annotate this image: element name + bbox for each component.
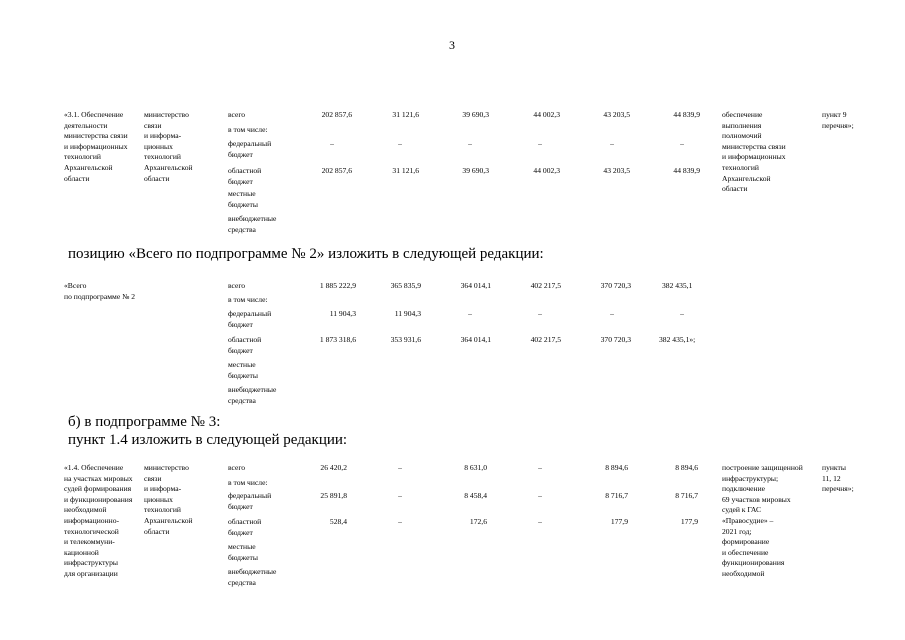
value-cell: 8 716,7: [675, 491, 698, 500]
value-cell: –: [330, 139, 334, 148]
source-label: внебюджетные средства: [228, 214, 277, 234]
value-cell: –: [538, 309, 542, 318]
value-cell: 39 690,3: [462, 110, 489, 119]
value-cell: 8 894,6: [605, 463, 628, 472]
value-cell: –: [610, 139, 614, 148]
instruction-heading: пункт 1.4 изложить в следующей редакции:: [68, 432, 348, 448]
value-cell: 528,4: [329, 517, 347, 526]
value-cell: 202 857,6: [321, 110, 352, 119]
source-label: в том числе:: [228, 478, 268, 487]
value-cell: –: [538, 463, 542, 472]
value-cell: 11 904,3: [329, 309, 356, 318]
value-cell: 1 885 222,9: [319, 281, 356, 290]
source-label: местные бюджеты: [228, 189, 258, 209]
reference-cell: пункт 9 перечня»;: [822, 110, 854, 130]
source-label: внебюджетные средства: [228, 567, 277, 587]
value-cell: 202 857,6: [321, 166, 352, 175]
value-cell: 370 720,3: [600, 335, 631, 344]
page-number: 3: [449, 38, 455, 52]
item-name-cell: «3.1. Обеспечение деятельности министерства связи и информационных технологий Архангельской области: [64, 110, 128, 183]
value-cell: 44 839,9: [673, 110, 700, 119]
source-label: местные бюджеты: [228, 360, 258, 380]
value-cell: 8 716,7: [605, 491, 628, 500]
value-cell: 353 931,6: [390, 335, 421, 344]
value-cell: 26 420,2: [320, 463, 347, 472]
result-cell: построение защищенной инфраструктуры; подключение 69 участков мировых судей к ГАС «Правосудие» – 2021 год; формирование и обеспечение функционирования необходимой: [722, 463, 803, 578]
result-cell: обеспечение выполнения полномочий министерства связи и информационных технологий Архангельской области: [722, 110, 786, 194]
value-cell: –: [538, 491, 542, 500]
value-cell: –: [398, 517, 402, 526]
value-cell: 402 217,5: [530, 281, 561, 290]
source-label: областной бюджет: [228, 166, 262, 186]
value-cell: –: [538, 139, 542, 148]
value-cell: 1 873 318,6: [319, 335, 356, 344]
item-name-cell: «Всего по подпрограмме № 2: [64, 281, 136, 301]
source-label: в том числе:: [228, 125, 268, 134]
value-cell: 364 014,1: [460, 335, 491, 344]
reference-cell: пункты 11, 12 перечня»;: [822, 463, 854, 494]
source-label: всего: [228, 281, 246, 290]
value-cell: 370 720,3: [600, 281, 631, 290]
value-cell: 25 891,8: [320, 491, 347, 500]
source-label: областной бюджет: [228, 517, 262, 537]
value-cell: 44 002,3: [533, 166, 560, 175]
value-cell: –: [468, 309, 472, 318]
value-cell: –: [538, 517, 542, 526]
value-cell: –: [398, 139, 402, 148]
source-label: федеральный бюджет: [228, 139, 272, 159]
value-cell: 8 894,6: [675, 463, 698, 472]
value-cell: 8 631,0: [464, 463, 487, 472]
value-cell: 43 203,5: [603, 110, 630, 119]
value-cell: –: [680, 309, 684, 318]
value-cell: 177,9: [680, 517, 698, 526]
value-cell: –: [398, 491, 402, 500]
value-cell: 364 014,1: [460, 281, 491, 290]
source-label: местные бюджеты: [228, 542, 258, 562]
value-cell: 43 203,5: [603, 166, 630, 175]
value-cell: 402 217,5: [530, 335, 561, 344]
value-cell: 44 002,3: [533, 110, 560, 119]
value-cell: 44 839,9: [673, 166, 700, 175]
value-cell: 382 435,1: [662, 281, 693, 290]
source-label: внебюджетные средства: [228, 385, 277, 405]
item-name-cell: «1.4. Обеспечение на участках мировых судей формирования и функционирования необходимой информационно- технологической и телекоммуни- кационной инфраструктуры для организации: [64, 463, 133, 578]
value-cell: –: [680, 139, 684, 148]
source-label: федеральный бюджет: [228, 309, 272, 329]
value-cell: 172,6: [469, 517, 487, 526]
source-label: областной бюджет: [228, 335, 262, 355]
value-cell: 8 458,4: [464, 491, 487, 500]
value-cell: 31 121,6: [392, 110, 419, 119]
value-cell: –: [610, 309, 614, 318]
value-cell: 365 835,9: [390, 281, 421, 290]
value-cell: 39 690,3: [462, 166, 489, 175]
value-cell: –: [468, 139, 472, 148]
subprogram-heading: б) в подпрограмме № 3:: [68, 414, 221, 430]
value-cell: –: [398, 463, 402, 472]
instruction-heading: позицию «Всего по подпрограмме № 2» изложить в следующей редакции:: [68, 246, 544, 262]
source-label: в том числе:: [228, 295, 268, 304]
value-cell: 382 435,1»;: [659, 335, 696, 344]
value-cell: 177,9: [610, 517, 628, 526]
source-label: всего: [228, 463, 246, 472]
executor-cell: министерство связи и информа- ционных технологий Архангельской области: [144, 110, 193, 183]
value-cell: 11 904,3: [394, 309, 421, 318]
value-cell: 31 121,6: [392, 166, 419, 175]
executor-cell: министерство связи и информа- ционных технологий Архангельской области: [144, 463, 193, 536]
source-label: всего: [228, 110, 246, 119]
source-label: федеральный бюджет: [228, 491, 272, 511]
